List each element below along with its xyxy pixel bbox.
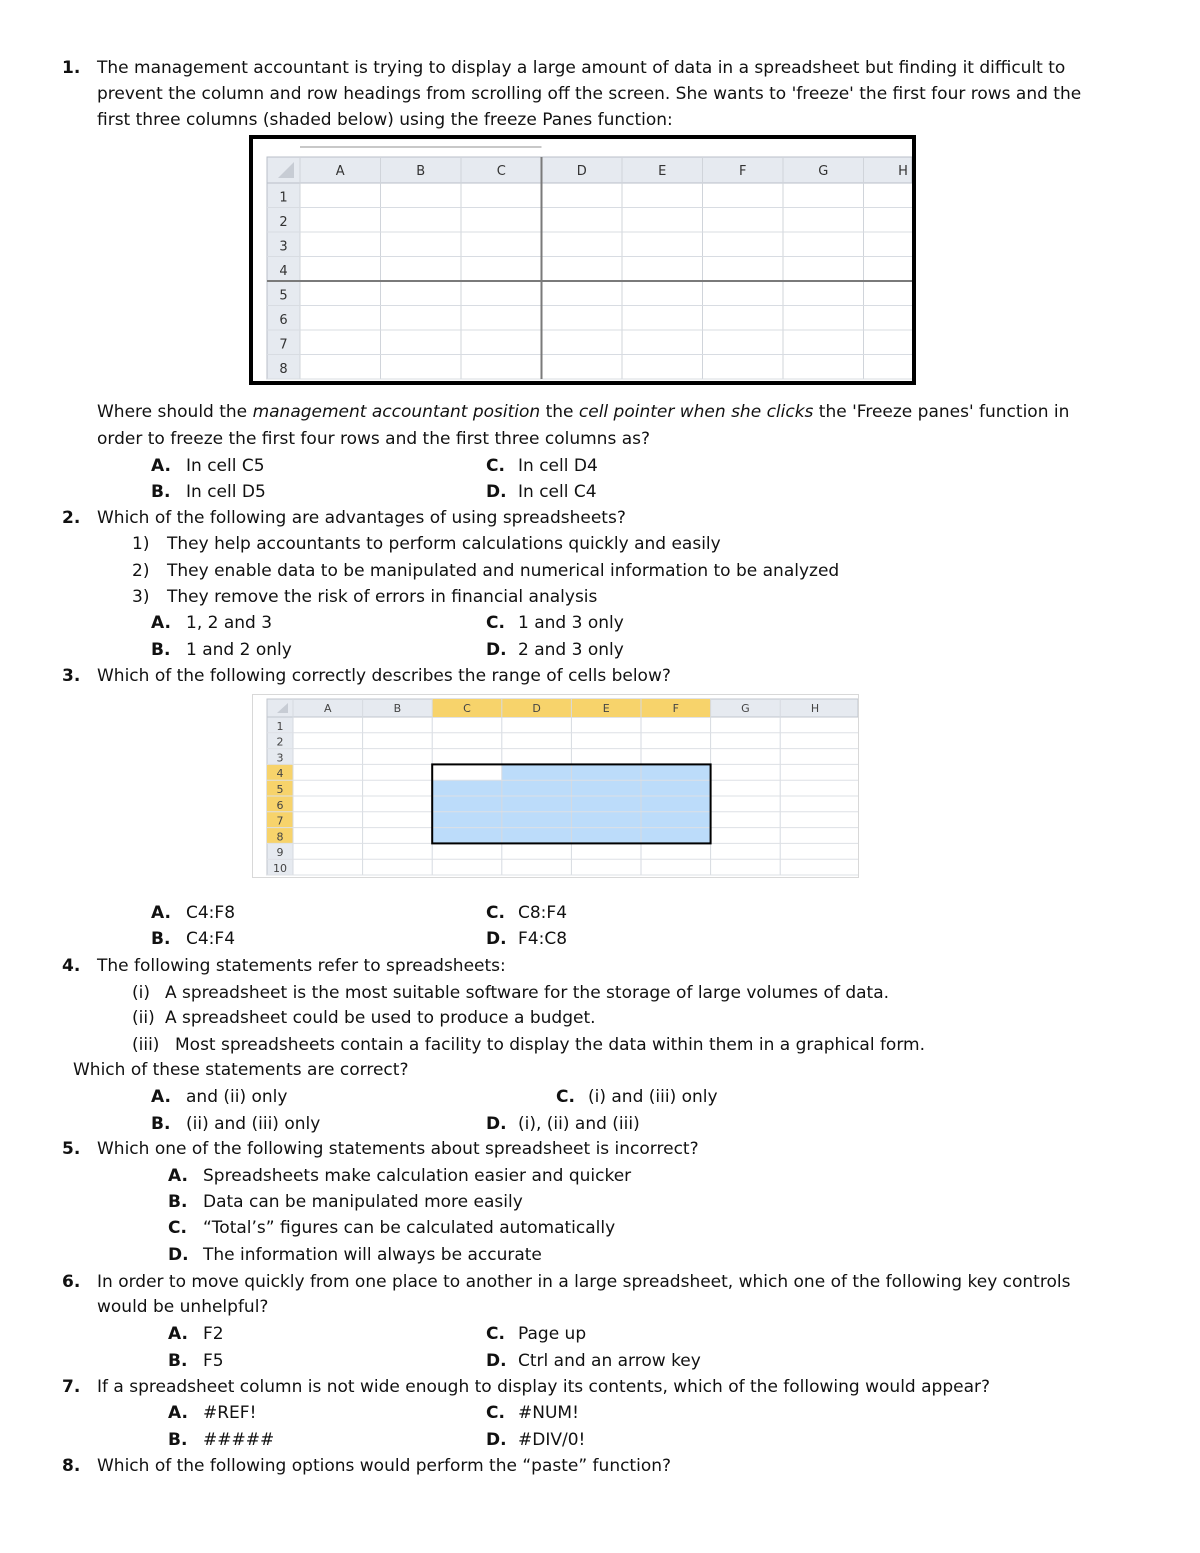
option-letter: B. xyxy=(151,640,171,660)
option-text: (i), (ii) and (iii) xyxy=(518,1114,640,1134)
row-header-label: 10 xyxy=(273,862,287,875)
question-number: 7. xyxy=(62,1377,81,1397)
option-letter: A. xyxy=(151,456,171,476)
row-header-label: 4 xyxy=(279,264,288,279)
option-letter: A. xyxy=(151,1087,171,1107)
column-header-label: F xyxy=(739,164,747,179)
option-text: F4:C8 xyxy=(518,929,568,949)
row-header-label: 5 xyxy=(279,288,288,304)
question-number: 8. xyxy=(62,1456,81,1476)
question-text: If a spreadsheet column is not wide enough to display its contents, which of the following would appear? xyxy=(97,1377,991,1397)
list-item-number: (i) xyxy=(132,983,150,1003)
column-header-label: H xyxy=(898,164,908,179)
option-text: Page up xyxy=(518,1324,587,1344)
option-text: Spreadsheets make calculation easier and quicker xyxy=(203,1166,632,1186)
option-text: In cell C5 xyxy=(186,456,265,476)
row-header-label: 1 xyxy=(276,719,284,733)
row-header-label: 7 xyxy=(276,814,284,828)
question-text xyxy=(97,401,1069,423)
option-letter: D. xyxy=(486,640,507,660)
option-text: Data can be manipulated more easily xyxy=(203,1192,523,1212)
option-text: In cell D4 xyxy=(518,456,598,476)
row-header-label: 8 xyxy=(276,830,284,844)
option-letter: D. xyxy=(168,1245,189,1265)
option-letter: A. xyxy=(151,613,171,633)
text-span: the xyxy=(540,402,579,422)
option-text: The information will always be accurate xyxy=(203,1245,542,1265)
column-header-label: B xyxy=(393,702,402,715)
option-text: (ii) and (iii) only xyxy=(186,1114,321,1134)
option-text: C4:F4 xyxy=(186,929,236,949)
question-text: Which of the following options would perform the “paste” function? xyxy=(97,1456,672,1476)
list-item-number: (ii) xyxy=(132,1008,155,1028)
option-letter: D. xyxy=(486,482,507,502)
question-text: In order to move quickly from one place to another in a large spreadsheet, which one of the following key controls xyxy=(97,1272,1071,1292)
option-letter: B. xyxy=(168,1351,188,1371)
question-number: 1. xyxy=(62,58,81,78)
question-text: order to freeze the first four rows and the first three columns as? xyxy=(97,429,650,449)
list-item: They enable data to be manipulated and numerical information to be analyzed xyxy=(167,561,840,581)
option-letter: C. xyxy=(486,1403,505,1423)
row-header-label: 7 xyxy=(279,337,288,353)
option-text: 1 and 3 only xyxy=(518,613,624,633)
option-text: 1, 2 and 3 xyxy=(186,613,273,633)
option-letter: B. xyxy=(151,929,171,949)
row-header-label: 9 xyxy=(276,846,284,860)
option-letter: A. xyxy=(151,903,171,923)
active-cell xyxy=(432,764,502,780)
column-header-label: A xyxy=(324,702,332,715)
question-number: 5. xyxy=(62,1139,81,1159)
list-item-number: (iii) xyxy=(132,1035,160,1055)
question-text: prevent the column and row headings from scrolling off the screen. She wants to 'freeze' the first four rows and the xyxy=(97,84,1082,104)
list-item: Most spreadsheets contain a facility to display the data within them in a graphical form. xyxy=(175,1035,925,1055)
row-header-label: 1 xyxy=(279,190,288,206)
option-text: C4:F8 xyxy=(186,903,236,923)
column-header-label: H xyxy=(810,702,820,715)
question-text: first three columns (shaded below) using the freeze Panes function: xyxy=(97,110,673,130)
column-header-label: C xyxy=(496,164,506,179)
list-item: A spreadsheet could be used to produce a budget. xyxy=(165,1008,596,1028)
option-letter: B. xyxy=(151,482,171,502)
column-header-label: D xyxy=(532,702,541,715)
option-letter: C. xyxy=(556,1087,575,1107)
italic-text-span: cell pointer when she clicks xyxy=(578,402,814,422)
column-header-bar xyxy=(267,157,912,183)
text-span: the 'Freeze panes' function in xyxy=(813,402,1070,422)
option-text: 1 and 2 only xyxy=(186,640,292,660)
option-text: F5 xyxy=(203,1351,224,1371)
question-number: 4. xyxy=(62,956,81,976)
question-text: would be unhelpful? xyxy=(97,1297,269,1317)
option-letter: A. xyxy=(168,1403,188,1423)
question-number: 3. xyxy=(62,666,81,686)
freeze-panes-spreadsheet-figure xyxy=(249,135,916,385)
option-text: “Total’s” figures can be calculated automatically xyxy=(203,1218,616,1238)
option-text: #REF! xyxy=(203,1403,257,1423)
option-letter: C. xyxy=(168,1218,187,1238)
option-letter: C. xyxy=(486,456,505,476)
option-letter: C. xyxy=(486,613,505,633)
column-header-label: E xyxy=(602,702,610,715)
option-text: In cell C4 xyxy=(518,482,597,502)
column-header-label: D xyxy=(576,164,587,179)
question-text: Which of the following are advantages of using spreadsheets? xyxy=(97,508,626,528)
column-header-label: G xyxy=(741,702,750,715)
option-text: and (ii) only xyxy=(186,1087,288,1107)
option-letter: D. xyxy=(486,1351,507,1371)
column-header-label: A xyxy=(335,164,345,179)
option-letter: C. xyxy=(486,903,505,923)
cell-range-spreadsheet-figure xyxy=(252,694,859,878)
list-item-number: 1) xyxy=(132,534,150,554)
option-letter: A. xyxy=(168,1166,188,1186)
option-letter: A. xyxy=(168,1324,188,1344)
column-header-label: F xyxy=(672,702,679,715)
option-text: (i) and (iii) only xyxy=(588,1087,718,1107)
option-letter: B. xyxy=(168,1192,188,1212)
question-text: Which one of the following statements about spreadsheet is incorrect? xyxy=(97,1139,699,1159)
option-text: Ctrl and an arrow key xyxy=(518,1351,701,1371)
column-header-label: E xyxy=(658,164,667,179)
row-header-label: 3 xyxy=(276,751,284,765)
column-header-label: B xyxy=(416,164,426,179)
row-header-label: 2 xyxy=(279,215,288,230)
question-text: The management accountant is trying to display a large amount of data in a spreadsheet but finding it difficult to xyxy=(97,58,1066,78)
row-header-label: 3 xyxy=(279,239,288,255)
option-text: #DIV/0! xyxy=(518,1430,586,1450)
option-text: F2 xyxy=(203,1324,224,1344)
option-letter: D. xyxy=(486,929,507,949)
question-number: 2. xyxy=(62,508,81,528)
text-span: Where should the xyxy=(97,402,253,422)
italic-text-span: management accountant position xyxy=(252,402,541,422)
option-letter: D. xyxy=(486,1114,507,1134)
list-item-number: 2) xyxy=(132,561,150,581)
option-text: 2 and 3 only xyxy=(518,640,624,660)
question-number: 6. xyxy=(62,1272,81,1292)
row-header-label: 6 xyxy=(276,798,284,812)
question-text: Which of the following correctly describes the range of cells below? xyxy=(97,666,671,686)
option-text: C8:F4 xyxy=(518,903,568,923)
row-header-label: 4 xyxy=(276,767,284,781)
list-item: They help accountants to perform calculations quickly and easily xyxy=(167,534,721,554)
option-letter: B. xyxy=(151,1114,171,1134)
option-text: In cell D5 xyxy=(186,482,266,502)
option-text: ##### xyxy=(203,1430,275,1450)
row-header-label: 2 xyxy=(276,735,284,749)
option-letter: C. xyxy=(486,1324,505,1344)
row-header-label: 8 xyxy=(279,362,288,377)
list-item: They remove the risk of errors in financial analysis xyxy=(167,587,598,607)
list-item: A spreadsheet is the most suitable software for the storage of large volumes of data. xyxy=(165,983,890,1003)
list-item-number: 3) xyxy=(132,587,150,607)
question-text: Which of these statements are correct? xyxy=(73,1060,409,1080)
row-header-label: 6 xyxy=(279,313,288,328)
option-text: #NUM! xyxy=(518,1403,579,1423)
question-text: The following statements refer to spreadsheets: xyxy=(97,956,506,976)
column-header-label: C xyxy=(463,702,471,715)
option-letter: B. xyxy=(168,1430,188,1450)
option-letter: D. xyxy=(486,1430,507,1450)
row-header-label: 5 xyxy=(276,783,284,796)
column-header-label: G xyxy=(818,164,829,179)
